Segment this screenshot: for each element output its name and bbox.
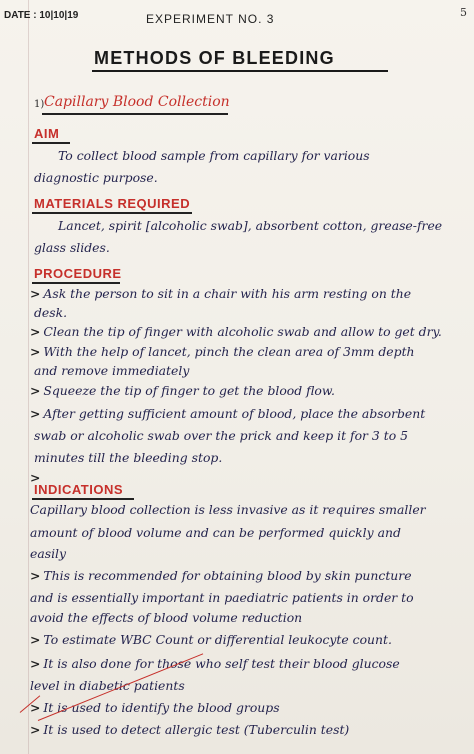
bullet-arrow-icon: > xyxy=(30,324,41,339)
procedure-item xyxy=(30,286,411,301)
indications-text: level in diabetic patients xyxy=(30,678,185,693)
bullet-arrow-icon: > xyxy=(30,383,41,398)
section-title: Capillary Blood Collection xyxy=(44,94,230,110)
margin-line xyxy=(28,0,29,754)
procedure-text: Squeeze the tip of finger to get the blood flow. xyxy=(43,383,335,398)
bullet-arrow-icon: > xyxy=(30,470,41,485)
bullet-arrow-icon: > xyxy=(30,286,41,301)
procedure-heading: PROCEDURE xyxy=(34,266,122,281)
indications-text: This is recommended for obtaining blood by skin puncture xyxy=(43,568,412,583)
procedure-text: and remove immediately xyxy=(34,363,190,378)
procedure-item xyxy=(30,406,425,421)
indications-heading-underline xyxy=(32,498,134,500)
procedure-text: With the help of lancet, pinch the clean area of 3mm depth xyxy=(43,344,415,359)
section-title-underline xyxy=(42,113,228,115)
procedure-item xyxy=(30,344,415,359)
title-underline xyxy=(92,70,388,72)
indications-text: easily xyxy=(30,546,67,561)
indications-text: To estimate WBC Count or differential leukocyte count. xyxy=(43,632,392,647)
page-title: METHODS OF BLEEDING xyxy=(94,48,335,68)
indications-text: It is used to detect allergic test (Tuberculin test) xyxy=(43,722,350,737)
procedure-text: Ask the person to sit in a chair with his arm resting on the xyxy=(43,286,412,301)
indications-item xyxy=(30,632,392,647)
procedure-text: swab or alcoholic swab over the prick and keep it for 3 to 5 xyxy=(34,428,409,443)
materials-line-1: Lancet, spirit [alcoholic swab], absorbent cotton, grease-free xyxy=(58,218,443,233)
indications-item xyxy=(30,722,349,737)
aim-heading: AIM xyxy=(34,126,60,141)
indications-item xyxy=(30,656,400,671)
page-number: 5 xyxy=(460,6,467,19)
materials-heading: MATERIALS REQUIRED xyxy=(34,196,191,211)
indications-text: It is used to identify the blood groups xyxy=(43,700,280,715)
bullet-arrow-icon: > xyxy=(30,700,41,715)
bullet-arrow-icon: > xyxy=(30,632,41,647)
aim-line-2: diagnostic purpose. xyxy=(34,170,158,185)
procedure-text: desk. xyxy=(34,305,68,320)
indications-item xyxy=(30,568,412,583)
experiment-label: EXPERIMENT NO. 3 xyxy=(146,12,275,26)
procedure-text: minutes till the bleeding stop. xyxy=(34,450,223,465)
aim-heading-underline xyxy=(32,142,70,144)
bullet-arrow-icon: > xyxy=(30,406,41,421)
indications-heading: INDICATIONS xyxy=(34,482,124,497)
procedure-text: After getting sufficient amount of blood, place the absorbent xyxy=(43,406,426,421)
date-label: DATE : 10|10|19 xyxy=(4,10,79,21)
indications-text: It is also done for those who self test their blood glucose xyxy=(43,656,400,671)
procedure-heading-underline xyxy=(32,282,120,284)
bullet-arrow-icon: > xyxy=(30,568,41,583)
materials-line-2: glass slides. xyxy=(34,240,110,255)
indications-text: and is essentially important in paediatric patients in order to xyxy=(30,590,414,605)
indications-text: Capillary blood collection is less invasive as it requires smaller xyxy=(30,502,426,517)
section-number: 1) xyxy=(34,99,45,110)
bullet-arrow-icon: > xyxy=(30,722,41,737)
indications-text: avoid the effects of blood volume reduction xyxy=(30,610,303,625)
bullet-arrow-icon: > xyxy=(30,344,41,359)
procedure-item xyxy=(30,324,442,339)
aim-line-1: To collect blood sample from capillary for various xyxy=(58,148,370,163)
procedure-item xyxy=(30,383,335,398)
bullet-arrow-icon: > xyxy=(30,656,41,671)
procedure-text: Clean the tip of finger with alcoholic swab and allow to get dry. xyxy=(43,324,442,339)
materials-heading-underline xyxy=(32,212,192,214)
indications-text: amount of blood volume and can be performed quickly and xyxy=(30,525,401,540)
